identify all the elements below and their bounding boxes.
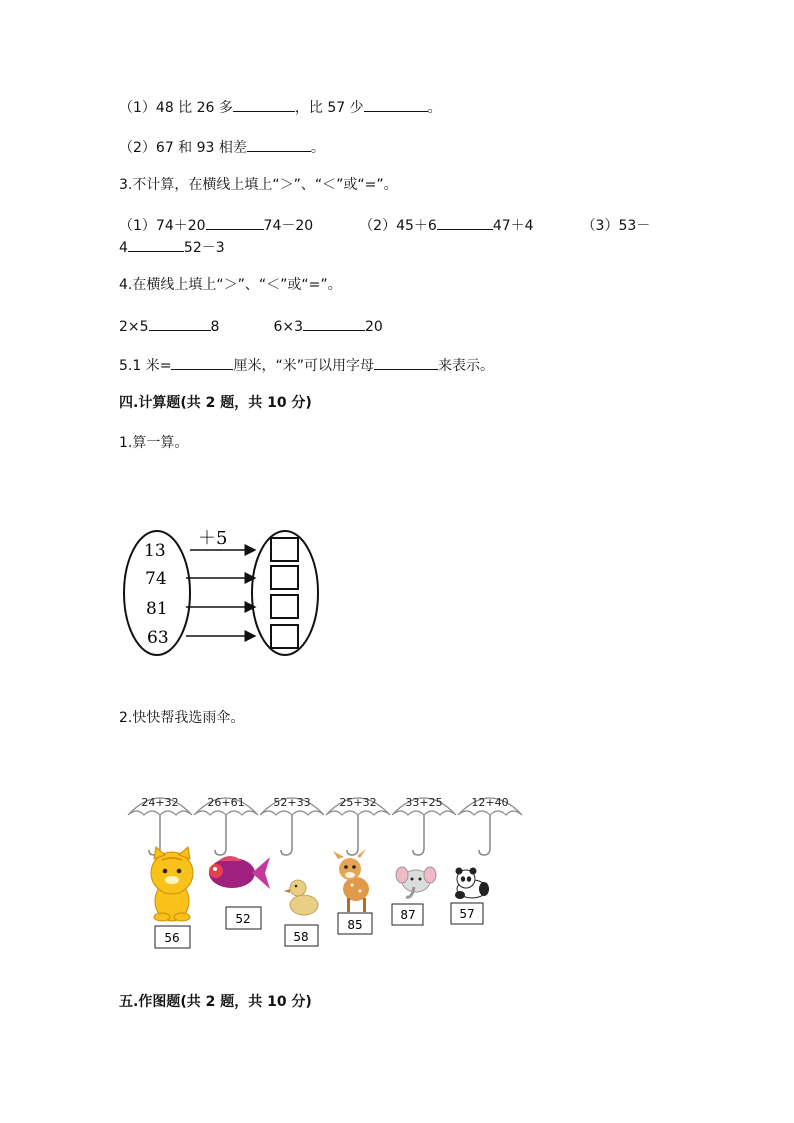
- answer-blank[interactable]: [171, 355, 233, 370]
- answer-blank[interactable]: [149, 316, 211, 331]
- deer-icon: [333, 849, 369, 912]
- umbrella-expression: 24+32: [141, 796, 179, 809]
- calc-q2-title: 2.快快帮我选雨伞。: [119, 710, 245, 726]
- mapping-diagram: [120, 520, 330, 665]
- answer-blank[interactable]: [303, 316, 365, 331]
- q3-parts-row: [119, 215, 650, 235]
- operator-label: ＋5: [198, 528, 228, 549]
- q3-part3-right: 52－3: [183, 240, 225, 256]
- q3-part2-left: （2）45＋6: [359, 218, 437, 234]
- q2-line1-prefix: （1）48 比 26 多: [119, 100, 233, 116]
- answer-box[interactable]: [271, 538, 298, 561]
- answer-blank[interactable]: [364, 97, 428, 112]
- q2-line-2: [119, 137, 325, 157]
- umbrella-expression: 52+33: [273, 796, 311, 809]
- umbrella: [128, 796, 192, 855]
- goldfish-icon: [209, 856, 270, 889]
- animal-number: 87: [400, 908, 416, 922]
- animal-number: 85: [347, 918, 363, 932]
- umbrella: [260, 796, 324, 855]
- input-number: 74: [145, 569, 167, 589]
- q5-prefix: 5.1 米=: [119, 358, 172, 374]
- umbrella: [458, 796, 522, 855]
- panda-icon: [455, 868, 489, 900]
- answer-box[interactable]: [271, 566, 298, 589]
- q5-mid: 厘米，“米”可以用字母: [233, 358, 374, 374]
- answer-box[interactable]: [271, 595, 298, 618]
- calc-q1-title: 1.算一算。: [119, 435, 189, 451]
- q2-line1-mid: ，比 57 少: [294, 100, 364, 116]
- input-number: 63: [147, 628, 169, 648]
- q2-line-1: [119, 97, 442, 117]
- answer-blank[interactable]: [437, 215, 493, 230]
- umbrella-matching-figure: [120, 785, 540, 955]
- q3-part3-left: （3）53－: [581, 218, 651, 234]
- umbrella-expression: 12+40: [471, 796, 509, 809]
- elephant-icon: [396, 867, 436, 897]
- answer-blank[interactable]: [247, 137, 311, 152]
- q5-line: [119, 355, 494, 375]
- section4-heading: 四.计算题(共 2 题，共 10 分): [119, 395, 312, 411]
- umbrella: [326, 796, 390, 855]
- animal-number: 52: [235, 912, 251, 926]
- answer-blank[interactable]: [374, 355, 438, 370]
- umbrella-expression: 26+61: [207, 796, 245, 809]
- q4-title: 4.在横线上填上“＞”、“＜”或“=”。: [119, 277, 342, 293]
- q3-part3-row: [119, 237, 225, 257]
- q3-title: 3.不计算，在横线上填上“＞”、“＜”或“=”。: [119, 177, 398, 193]
- umbrella-expression: 33+25: [405, 796, 443, 809]
- duckling-icon: [284, 880, 318, 915]
- q4-exprs: [119, 316, 383, 336]
- q2-line1-suffix: 。: [427, 100, 442, 116]
- q3-part2-right: 47＋4: [492, 218, 534, 234]
- q2-line2-suffix: 。: [310, 140, 325, 156]
- q4-expr1-left: 2×5: [119, 319, 149, 335]
- q3-part3-line2-left: 4: [119, 240, 128, 256]
- q3-part1-left: （1）74＋20: [119, 218, 206, 234]
- q3-part1-right: 74－20: [263, 218, 314, 234]
- q4-expr2-left: 6×3: [273, 319, 304, 335]
- q4-expr1-right: 8: [210, 319, 220, 335]
- answer-blank[interactable]: [128, 237, 184, 252]
- input-number: 13: [144, 541, 166, 561]
- answer-blank[interactable]: [206, 215, 264, 230]
- input-number: 81: [146, 599, 168, 619]
- q4-expr2-right: 20: [365, 319, 383, 335]
- q2-line2-prefix: （2）67 和 93 相差: [119, 140, 247, 156]
- tiger-icon: [151, 847, 193, 921]
- section5-heading: 五.作图题(共 2 题，共 10 分): [119, 994, 312, 1010]
- q5-suffix: 来表示。: [437, 358, 494, 374]
- umbrella: [194, 796, 258, 855]
- animal-number: 57: [459, 907, 475, 921]
- animal-number: 58: [293, 930, 309, 944]
- umbrella: [392, 796, 456, 855]
- animal-number: 56: [164, 931, 180, 945]
- umbrella-expression: 25+32: [339, 796, 377, 809]
- answer-blank[interactable]: [233, 97, 295, 112]
- answer-box[interactable]: [271, 625, 298, 648]
